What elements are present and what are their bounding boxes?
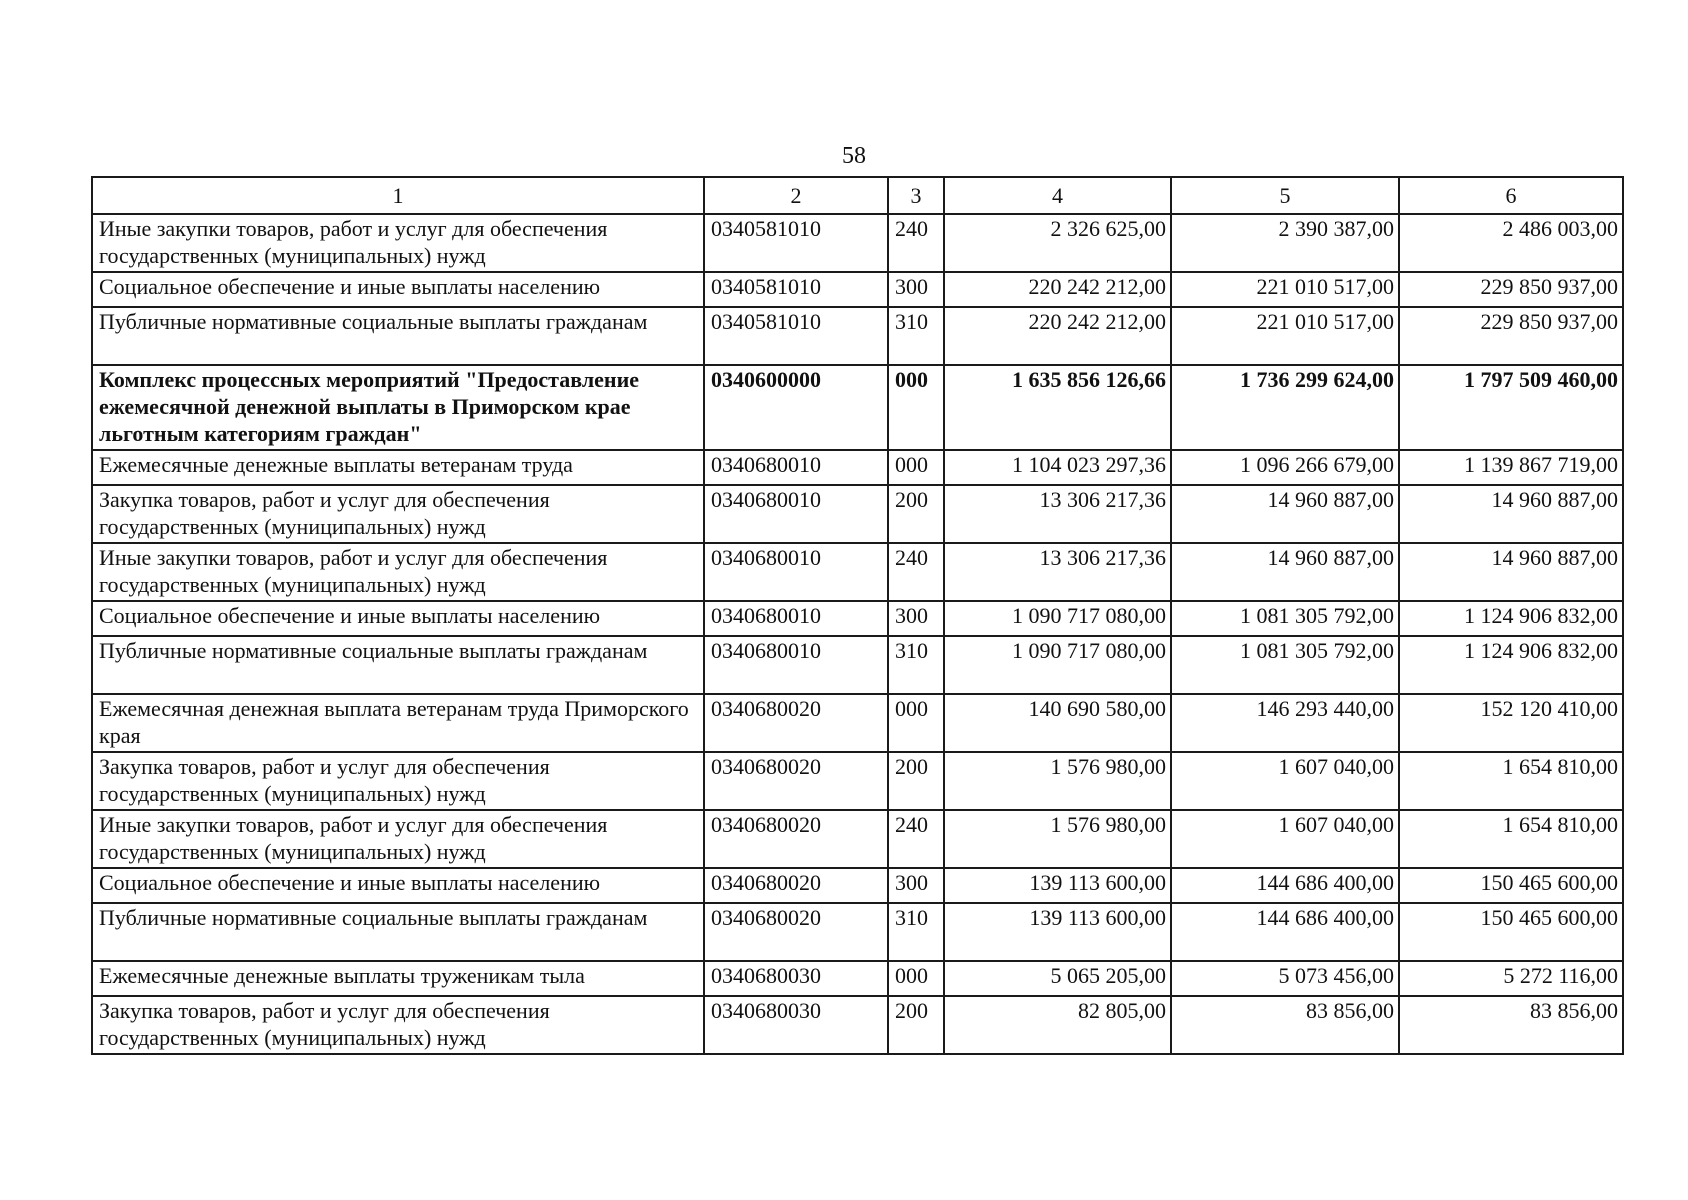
row-amount-col4: 1 576 980,00 <box>944 752 1171 810</box>
row-name-cell: Закупка товаров, работ и услуг для обеспечения государственных (муниципальных) нужд <box>92 996 704 1054</box>
row-kind-cell: 310 <box>888 903 944 961</box>
row-amount-col5: 144 686 400,00 <box>1171 868 1399 903</box>
column-header-2: 2 <box>704 177 888 214</box>
row-kind-cell: 200 <box>888 996 944 1054</box>
column-header-3: 3 <box>888 177 944 214</box>
row-amount-col5: 144 686 400,00 <box>1171 903 1399 961</box>
row-code-cell: 0340680010 <box>704 485 888 543</box>
row-amount-col4: 1 090 717 080,00 <box>944 636 1171 694</box>
row-amount-col6: 150 465 600,00 <box>1399 868 1623 903</box>
row-amount-col6: 150 465 600,00 <box>1399 903 1623 961</box>
row-amount-col5: 14 960 887,00 <box>1171 543 1399 601</box>
row-name-cell: Социальное обеспечение и иные выплаты населению <box>92 272 704 307</box>
table-body <box>92 214 1623 1054</box>
row-name-cell: Иные закупки товаров, работ и услуг для обеспечения государственных (муниципальных) нужд <box>92 214 704 272</box>
row-amount-col4: 13 306 217,36 <box>944 485 1171 543</box>
row-code-cell: 0340581010 <box>704 214 888 272</box>
row-kind-cell: 200 <box>888 485 944 543</box>
row-amount-col4: 139 113 600,00 <box>944 903 1171 961</box>
row-code-cell: 0340581010 <box>704 307 888 365</box>
row-amount-col5: 1 081 305 792,00 <box>1171 636 1399 694</box>
table-row <box>92 485 1623 543</box>
row-name-cell: Публичные нормативные социальные выплаты гражданам <box>92 307 704 365</box>
row-amount-col6: 1 139 867 719,00 <box>1399 450 1623 485</box>
row-code-cell: 0340680020 <box>704 903 888 961</box>
row-amount-col5: 221 010 517,00 <box>1171 307 1399 365</box>
row-code-cell: 0340581010 <box>704 272 888 307</box>
row-kind-cell: 310 <box>888 307 944 365</box>
table-row <box>92 903 1623 961</box>
row-amount-col6: 14 960 887,00 <box>1399 543 1623 601</box>
row-name-cell: Закупка товаров, работ и услуг для обеспечения государственных (муниципальных) нужд <box>92 752 704 810</box>
table-row <box>92 272 1623 307</box>
table-row <box>92 214 1623 272</box>
row-amount-col4: 140 690 580,00 <box>944 694 1171 752</box>
row-code-cell: 0340680020 <box>704 810 888 868</box>
row-code-cell: 0340680010 <box>704 601 888 636</box>
row-kind-cell: 000 <box>888 694 944 752</box>
table-row <box>92 543 1623 601</box>
row-kind-cell: 300 <box>888 868 944 903</box>
row-code-cell: 0340680010 <box>704 543 888 601</box>
row-name-cell: Социальное обеспечение и иные выплаты населению <box>92 601 704 636</box>
row-amount-col6: 14 960 887,00 <box>1399 485 1623 543</box>
row-amount-col4: 2 326 625,00 <box>944 214 1171 272</box>
row-name-cell: Публичные нормативные социальные выплаты гражданам <box>92 636 704 694</box>
row-name-cell: Ежемесячная денежная выплата ветеранам труда Приморского края <box>92 694 704 752</box>
row-kind-cell: 240 <box>888 810 944 868</box>
row-kind-cell: 200 <box>888 752 944 810</box>
row-code-cell: 0340600000 <box>704 365 888 450</box>
table-header-row <box>92 177 1623 214</box>
row-amount-col5: 5 073 456,00 <box>1171 961 1399 996</box>
row-kind-cell: 000 <box>888 365 944 450</box>
row-amount-col4: 139 113 600,00 <box>944 868 1171 903</box>
row-amount-col6: 1 797 509 460,00 <box>1399 365 1623 450</box>
table-row <box>92 694 1623 752</box>
row-amount-col4: 1 635 856 126,66 <box>944 365 1171 450</box>
row-name-cell: Ежемесячные денежные выплаты ветеранам труда <box>92 450 704 485</box>
row-kind-cell: 300 <box>888 601 944 636</box>
table-row <box>92 961 1623 996</box>
row-amount-col6: 5 272 116,00 <box>1399 961 1623 996</box>
row-amount-col6: 229 850 937,00 <box>1399 307 1623 365</box>
row-amount-col4: 82 805,00 <box>944 996 1171 1054</box>
column-header-4: 4 <box>944 177 1171 214</box>
row-amount-col5: 1 081 305 792,00 <box>1171 601 1399 636</box>
row-amount-col6: 1 654 810,00 <box>1399 810 1623 868</box>
row-code-cell: 0340680010 <box>704 450 888 485</box>
table-row <box>92 307 1623 365</box>
column-header-5: 5 <box>1171 177 1399 214</box>
budget-table <box>91 176 1624 1055</box>
row-name-cell: Закупка товаров, работ и услуг для обеспечения государственных (муниципальных) нужд <box>92 485 704 543</box>
row-amount-col4: 220 242 212,00 <box>944 307 1171 365</box>
row-amount-col5: 1 096 266 679,00 <box>1171 450 1399 485</box>
column-header-1: 1 <box>92 177 704 214</box>
row-name-cell: Комплекс процессных мероприятий "Предоставление ежемесячной денежной выплаты в Приморском крае льготным категориям граждан" <box>92 365 704 450</box>
row-name-cell: Ежемесячные денежные выплаты труженикам тыла <box>92 961 704 996</box>
row-amount-col6: 2 486 003,00 <box>1399 214 1623 272</box>
table-row <box>92 752 1623 810</box>
row-amount-col5: 14 960 887,00 <box>1171 485 1399 543</box>
row-code-cell: 0340680020 <box>704 868 888 903</box>
row-code-cell: 0340680030 <box>704 996 888 1054</box>
row-code-cell: 0340680020 <box>704 694 888 752</box>
table-row <box>92 996 1623 1054</box>
row-amount-col5: 146 293 440,00 <box>1171 694 1399 752</box>
row-amount-col6: 1 124 906 832,00 <box>1399 636 1623 694</box>
row-amount-col4: 1 090 717 080,00 <box>944 601 1171 636</box>
table-row <box>92 601 1623 636</box>
row-amount-col4: 5 065 205,00 <box>944 961 1171 996</box>
row-amount-col5: 1 607 040,00 <box>1171 810 1399 868</box>
row-amount-col4: 1 104 023 297,36 <box>944 450 1171 485</box>
row-amount-col4: 1 576 980,00 <box>944 810 1171 868</box>
row-name-cell: Иные закупки товаров, работ и услуг для обеспечения государственных (муниципальных) нужд <box>92 810 704 868</box>
row-kind-cell: 240 <box>888 214 944 272</box>
row-name-cell: Публичные нормативные социальные выплаты гражданам <box>92 903 704 961</box>
row-amount-col5: 1 736 299 624,00 <box>1171 365 1399 450</box>
row-amount-col6: 152 120 410,00 <box>1399 694 1623 752</box>
table-row <box>92 868 1623 903</box>
row-kind-cell: 300 <box>888 272 944 307</box>
row-kind-cell: 240 <box>888 543 944 601</box>
page-number: 58 <box>842 143 866 169</box>
column-header-6: 6 <box>1399 177 1623 214</box>
table-row <box>92 810 1623 868</box>
row-amount-col4: 220 242 212,00 <box>944 272 1171 307</box>
row-amount-col6: 1 124 906 832,00 <box>1399 601 1623 636</box>
row-amount-col6: 1 654 810,00 <box>1399 752 1623 810</box>
row-kind-cell: 000 <box>888 961 944 996</box>
row-amount-col6: 229 850 937,00 <box>1399 272 1623 307</box>
row-amount-col5: 2 390 387,00 <box>1171 214 1399 272</box>
row-amount-col5: 1 607 040,00 <box>1171 752 1399 810</box>
row-code-cell: 0340680030 <box>704 961 888 996</box>
row-amount-col4: 13 306 217,36 <box>944 543 1171 601</box>
row-amount-col6: 83 856,00 <box>1399 996 1623 1054</box>
row-amount-col5: 221 010 517,00 <box>1171 272 1399 307</box>
table-row <box>92 365 1623 450</box>
row-code-cell: 0340680020 <box>704 752 888 810</box>
table-row <box>92 636 1623 694</box>
row-amount-col5: 83 856,00 <box>1171 996 1399 1054</box>
row-code-cell: 0340680010 <box>704 636 888 694</box>
row-kind-cell: 310 <box>888 636 944 694</box>
row-name-cell: Социальное обеспечение и иные выплаты населению <box>92 868 704 903</box>
row-kind-cell: 000 <box>888 450 944 485</box>
row-name-cell: Иные закупки товаров, работ и услуг для обеспечения государственных (муниципальных) нужд <box>92 543 704 601</box>
table-row <box>92 450 1623 485</box>
